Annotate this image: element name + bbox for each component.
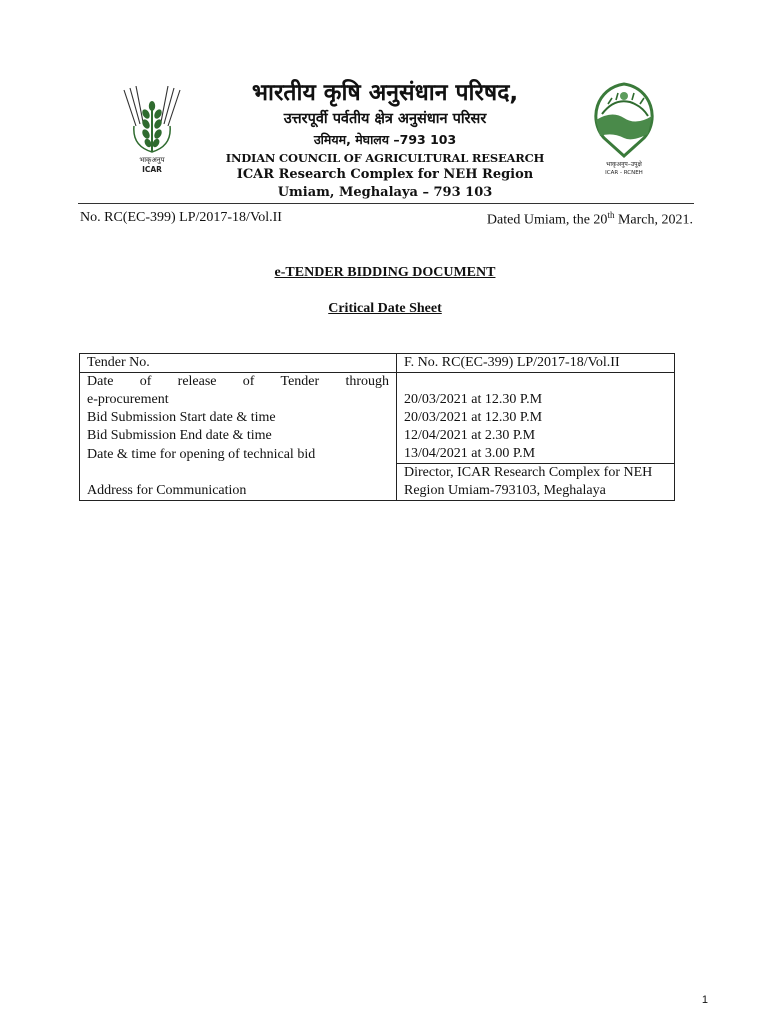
row-label: Tender No.: [80, 354, 397, 373]
row-label: Date & time for opening of technical bid: [80, 445, 397, 464]
dated-line: Dated Umiam, the 20th March, 2021.: [486, 210, 693, 228]
row-value: F. No. RC(EC-399) LP/2017-18/Vol.II: [397, 354, 675, 373]
letterhead: [180, 78, 590, 202]
table-row: [80, 354, 675, 373]
svg-text:भाकृअनुप: भाकृअनुप: [139, 156, 165, 164]
row-label: Bid Submission End date & time: [80, 427, 397, 445]
table-row: [80, 409, 675, 427]
table-row: [80, 445, 675, 464]
row-value: 20/03/2021 at 12.30 P.M: [397, 373, 675, 410]
row-value: 13/04/2021 at 3.00 P.M: [397, 445, 675, 464]
table-row: [80, 464, 675, 501]
header-divider: [78, 203, 694, 204]
row-value: 12/04/2021 at 2.30 P.M: [397, 427, 675, 445]
svg-text:भाकृअनुप–उपूक्षे: भाकृअनुप–उपूक्षे: [606, 161, 642, 168]
council-name: INDIAN COUNCIL OF AGRICULTURAL RESEARCH: [225, 151, 545, 165]
hindi-council-name: भारतीय कृषि अनुसंधान परिषद,: [251, 80, 519, 106]
document-subtitle: Critical Date Sheet: [328, 301, 442, 316]
hindi-complex-name: उत्तरपूर्वी पर्वतीय क्षेत्र अनुसंधान परिसर: [283, 111, 487, 127]
complex-address: Umiam, Meghalaya – 793 103: [277, 185, 493, 200]
row-label: Date of release of Tender through e-procurement: [80, 373, 397, 410]
table-row: [80, 427, 675, 445]
reference-number: No. RC(EC-399) LP/2017-18/Vol.II: [80, 210, 282, 225]
svg-text:ICAR - RCNEH: ICAR - RCNEH: [605, 170, 643, 176]
row-value: Director, ICAR Research Complex for NEH Region Umiam-793103, Meghalaya: [397, 464, 675, 501]
row-label: Address for Communication: [80, 464, 397, 501]
icar-rcneh-logo: [582, 80, 666, 176]
hindi-address: उमियम, मेघालय –793 103: [313, 132, 457, 147]
document-title: e-TENDER BIDDING DOCUMENT: [274, 265, 496, 280]
svg-text:ICAR: ICAR: [142, 165, 162, 174]
complex-name: ICAR Research Complex for NEH Region: [236, 167, 534, 182]
row-label: Bid Submission Start date & time: [80, 409, 397, 427]
page-number: 1: [701, 994, 708, 1006]
table-row: [80, 373, 675, 410]
critical-date-table: [79, 353, 675, 501]
row-value: 20/03/2021 at 12.30 P.M: [397, 409, 675, 427]
